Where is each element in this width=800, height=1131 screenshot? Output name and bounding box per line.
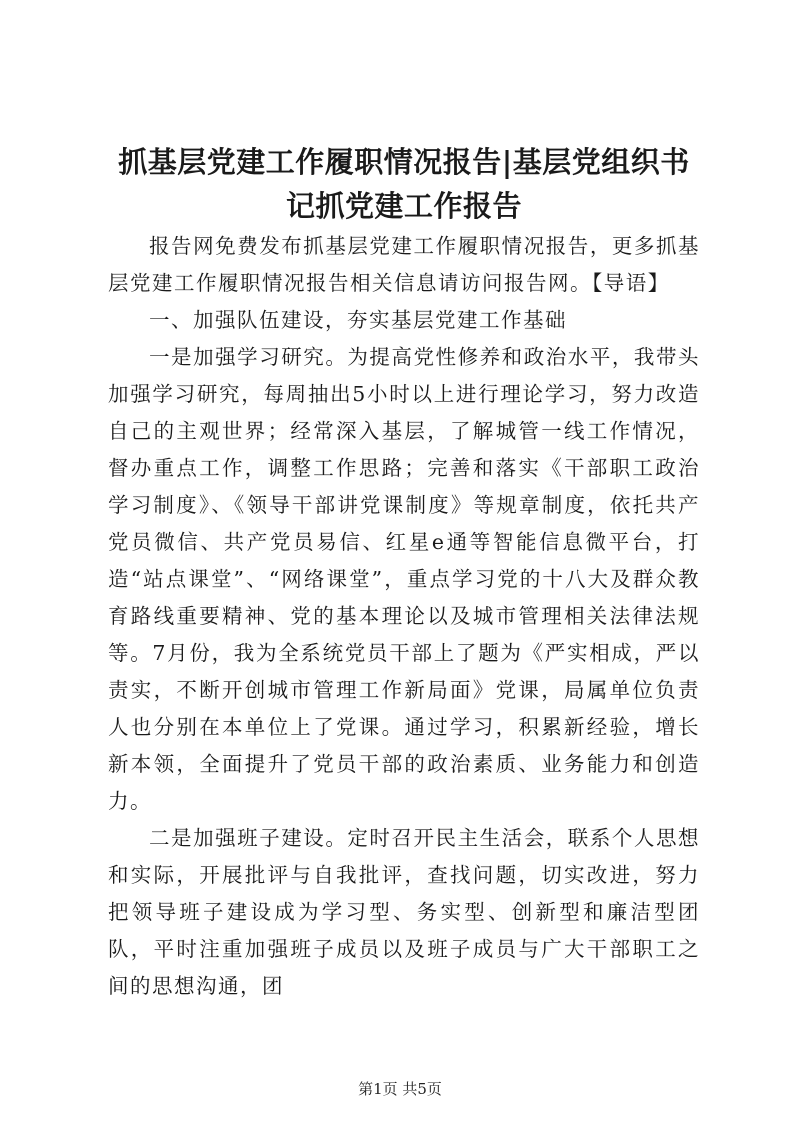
intro-paragraph: 报告网免费发布抓基层党建工作履职情况报告，更多抓基层党建工作履职情况报告相关信息请访问报告网。【导语】 (108, 234, 700, 295)
section-heading: 一、加强队伍建设，夯实基层党建工作基础 (149, 308, 567, 332)
document-title (108, 140, 700, 228)
title-line-2: 记抓党建工作报告 (285, 189, 522, 223)
body-paragraph: 二是加强班子建设。定时召开民主生活会，联系个人思想和实际，开展批评与自我批评，查找问题，切实改进，努力把领导班子建设成为学习型、务实型、创新型和廉洁型团队，平时注重加强班子成员以及班子成员与广大干部职工之间的思想沟通，团 (108, 826, 700, 998)
document-body (108, 228, 700, 1005)
page-footer: 第1页 共5页 (358, 1080, 442, 1098)
body-paragraph: 一是加强学习研究。为提高党性修养和政治水平，我带头加强学习研究，每周抽出5小时以上进行理论学习，努力改造自己的主观世界；经常深入基层，了解城管一线工作情况，督办重点工作，调整工作思路；完善和落实《干部职工政治学习制度》、《领导干部讲党课制度》等规章制度，依托共产党员微信、共产党员易信、红星e通等智能信息微平台，打造“站点课堂”、“网络课堂”，重点学习党的十八大及群众教育路线重要精神、党的基本理论以及城市管理相关法律法规等。7月份，我为全系统党员干部上了题为《严实相成，严以责实，不断开创城市管理工作新局面》党课，局属单位负责人也分别在本单位上了党课。通过学习，积累新经验，增长新本领，全面提升了党员干部的政治素质、业务能力和创造力。 (108, 345, 700, 813)
title-line-1: 抓基层党建工作履职情况报告|基层党组织书 (118, 145, 690, 179)
